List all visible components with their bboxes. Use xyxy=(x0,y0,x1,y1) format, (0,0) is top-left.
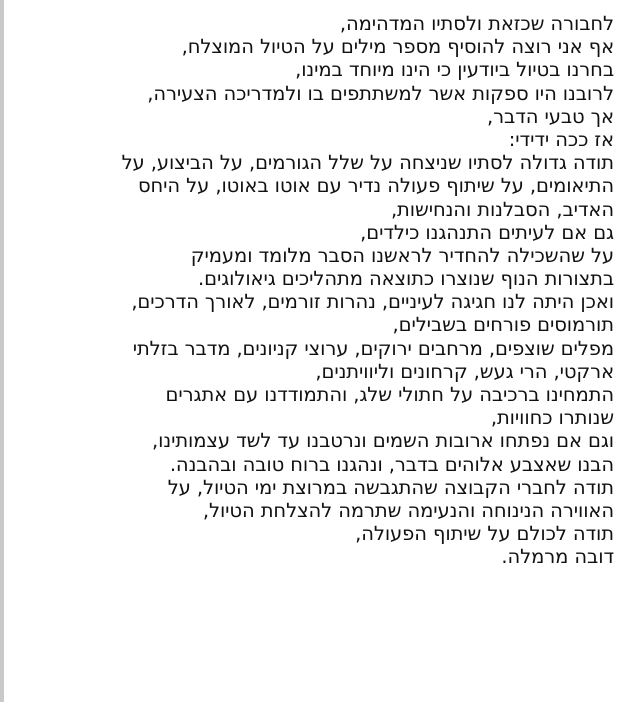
message-line: אז ככה ידידי: xyxy=(508,127,614,151)
message-line: ואכן היתה לנו חגיגה לעיניים, נהרות זורמים, לאורך הדרכים, xyxy=(131,290,614,314)
message-line: תודה גדולה לסתיו שניצחה על שלל הגורמים, על הביצוע, על xyxy=(121,151,614,175)
message-line: דובה מרמלה. xyxy=(501,545,614,569)
message-line: לחבורה שכזאת ולסתיו המדהימה, xyxy=(339,12,614,35)
message-line: על שהשכילה להחדיר לראשנו הסבר מלומד ומעמיק xyxy=(190,243,614,267)
message-line: התיאומים, על שיתוף פעולה נדיר עם אוטו באוטו, על היחס xyxy=(137,174,614,198)
message-line: גם אם לעיתים התנהגנו כילדים, xyxy=(360,220,614,244)
message-line: מפלים שוצפים, מרחבים ירוקים, ערוצי קניונים, מדבר בזלתי xyxy=(132,336,614,360)
message-line: האווירה הנינוחה והנעימה שתרמה להצלחת הטיול, xyxy=(202,498,614,522)
message-line: תודה לכולם על שיתוף הפעולה, xyxy=(355,522,614,546)
message-line: תורמוסים פורחים בשבילים, xyxy=(392,313,614,337)
message-meta xyxy=(36,692,56,702)
message-line: תודה לחברי הקבוצה שהתגבשה במרוצת ימי הטיול, על xyxy=(167,475,614,499)
message-line: בחרנו בטיול ביודעין כי הינו מיוחד במינו, xyxy=(295,58,614,82)
message-line: ארקטי, הרי געש, קרחונים וליוויתנים, xyxy=(315,359,614,383)
message-line: בתצורות הנוף שנוצרו כתוצאה מתהליכים גיאולוגים. xyxy=(198,267,614,291)
message-bubble xyxy=(4,0,626,702)
message-text xyxy=(18,12,614,569)
message-line: אך טבעי הדבר, xyxy=(487,104,614,128)
message-line: לרובנו היו ספקות אשר למשתתפים בו ולמדריכה הצעירה, xyxy=(147,81,614,105)
message-line: וגם אם נפתחו ארובות השמים ונרטבנו עד לשד עצמותינו, xyxy=(152,429,614,453)
message-line: שנותרו כחוויות, xyxy=(490,406,614,430)
message-line: הבנו שאצבע אלוהים בדבר, ונהגנו ברוח טובה ובהבנה. xyxy=(169,452,614,476)
message-line: אף אני רוצה להוסיף מספר מילים על הטיול המוצלח, xyxy=(181,35,614,59)
message-line: התמחינו ברכיבה על חתולי שלג, והתמודדנו עם אתגרים xyxy=(165,383,614,406)
message-line: האדיב, הסבלנות והנחישות, xyxy=(390,197,614,221)
